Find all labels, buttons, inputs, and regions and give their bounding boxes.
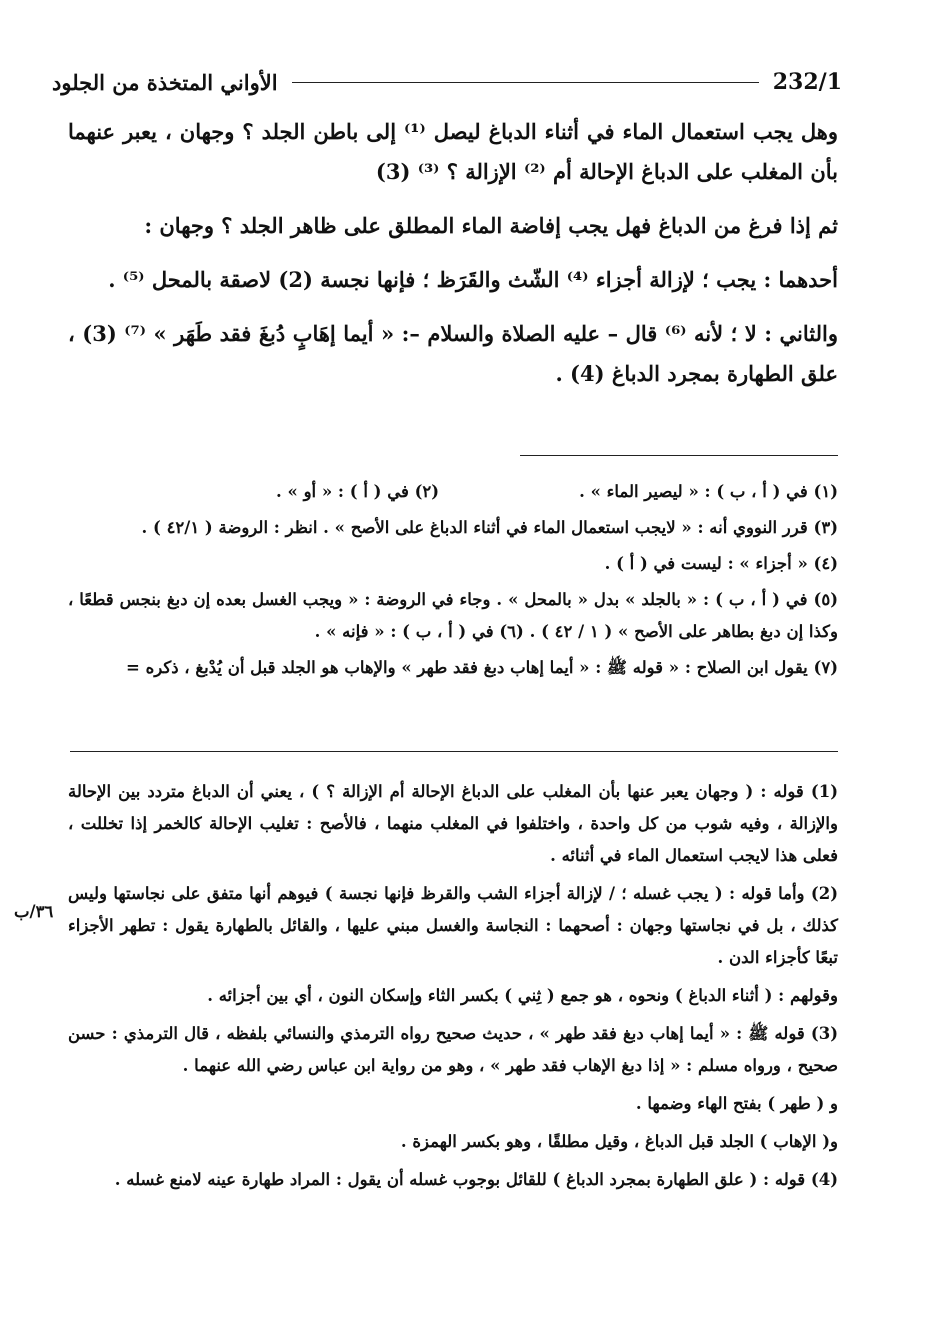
footnote-separator — [520, 455, 838, 456]
footnote: (١) في ( أ ، ب ) : « ليصير الماء » . — [579, 482, 838, 501]
commentary-separator — [70, 751, 838, 752]
commentary-note: و ( طهر ) بفتح الهاء وضمها . — [635, 1094, 838, 1113]
main-paragraph: وهل يجب استعمال الماء في أثناء الدباغ ليصل ⁽¹⁾ إلى باطن الجلد ؟ وجهان ، يعبر عنهما بأن المغلب على الدباغ الإحالة أم ⁽²⁾ الإزالة ؟ ⁽³⁾ (3) — [68, 119, 839, 184]
commentary-note: (4) قوله : ( علق الطهارة بمجرد الدباغ ) للقائل بوجوب غسله أن يقول : المراد طهارة عينه لامنع غسله . — [114, 1170, 838, 1189]
footnote: (٣) قرر النووي أنه : « لايجب استعمال الماء في أثناء الدباغ على الأصح » . انظر : الروضة ( ٤٢/١ ) . — [141, 518, 838, 537]
page-number: 232/1 — [772, 69, 842, 95]
commentary-note: (3) قوله ﷺ : « أيما إهاب دبغ فقد طهر » ، حديث صحيح رواه الترمذي والنسائي بلفظه ، قال الترمذي : حسن صحيح ، ورواه مسلم : « إذا دبغ الإهاب فقد طهر » ، وهو من رواية ابن عباس رضي الله عنهما . — [68, 1024, 838, 1075]
commentary-note: وقولهم : ( أثناء الدباغ ) ونحوه ، هو جمع ( ثِني ) بكسر الثاء وإسكان النون ، أي بين أجزائه . — [207, 986, 838, 1005]
footnote: (٧) يقول ابن الصلاح : « قوله ﷺ : « أيما إهاب دبغ فقد طهر » والإهاب هو الجلد قبل أن يُدْبغ ، ذكره = — [126, 658, 838, 677]
manuscript-footnotes — [68, 476, 838, 688]
footnote: (٥) في ( أ ، ب ) : « بالجلد » بدل « بالمحل » . وجاء في الروضة : « ويجب الغسل بعده إن دبغ بنجس قطعًا ، وكذا إن دبغ بطاهر على الأصح » ( ١ / ٤٢ ) . (٦) في ( أ ، ب ) : « فإنه » . — [68, 590, 838, 641]
commentary-note: و( الإهاب ) الجلد قبل الدباغ ، وقيل مطلقًا ، وهو بكسر الهمزة . — [400, 1132, 838, 1151]
footnote-row — [68, 476, 838, 508]
running-title: الأواني المتخذة من الجلود — [52, 69, 278, 95]
footnote: (٤) « أجزاء » : ليست في ( أ ) . — [604, 554, 838, 573]
page-header — [52, 62, 842, 102]
footnote: (٢) في ( أ ) : « أو » . — [276, 482, 440, 501]
main-paragraph: والثاني : لا ؛ لأنه ⁽⁶⁾ قال – عليه الصلاة والسلام –: « أيما إهَابٍ دُبغَ فقد طَهَر » ⁽⁷⁾ (3) ، علق الطهارة بمجرد الدباغ (4) . — [68, 321, 838, 386]
main-text — [68, 112, 838, 394]
commentary-note: (1) قوله : ( وجهان يعبر عنها بأن المغلب على الدباغ الإحالة أم الإزالة ؟ ) ، يعني أن الدباغ متردد بين الإحالة والإزالة ، وفيه شوب من كل واحدة ، واختلفوا في المغلب منهما ، فالأصح : تغليب الإحالة كالخمر إذا تخللت ، فعلى هذا لايجب استعمال الماء في أثنائه . — [68, 782, 838, 865]
main-paragraph: أحدهما : يجب ؛ لإزالة أجزاء ⁽⁴⁾ الشّث والقَرَظ ؛ فإنها نجسة (2) لاصقة بالمحل ⁽⁵⁾ . — [108, 267, 838, 292]
main-paragraph: ثم إذا فرغ من الدباغ فهل يجب إفاضة الماء المطلق على ظاهر الجلد ؟ وجهان : — [144, 213, 838, 238]
commentary-notes — [68, 776, 838, 1202]
margin-folio-note: ٣٦/ب — [14, 902, 54, 921]
commentary-note: (2) وأما قوله : ( يجب غسله ؛ / لإزالة أجزاء الشب والقرظ فإنها نجسة ) فيوهم أنها متفق على نجاستها وليس كذلك ، بل في نجاستها وجهان : أصحهما : النجاسة والغسل مبني عليها ، والقائل بالطهارة يقول : تطهر الأجزاء تبعًا كأجزاء الدن . — [68, 884, 838, 967]
header-rule — [292, 82, 759, 83]
